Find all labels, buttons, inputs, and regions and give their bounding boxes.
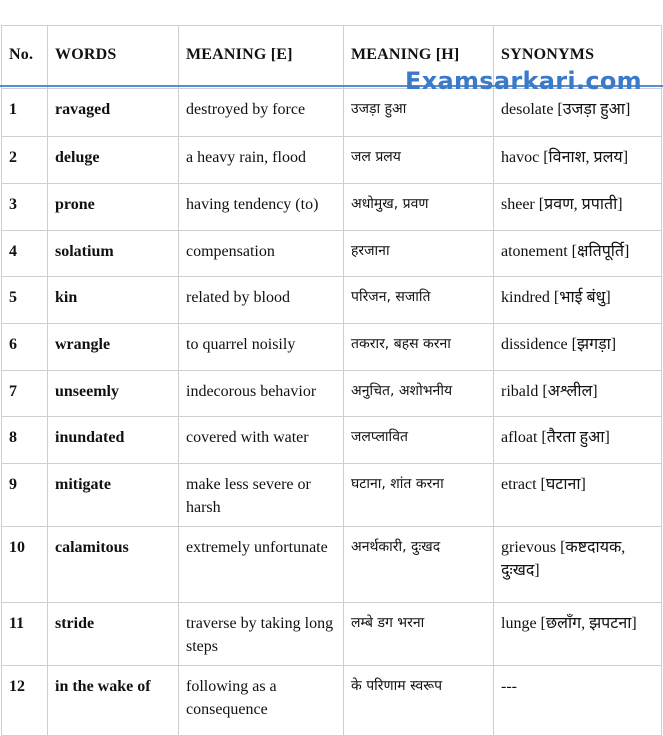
word-cell: inundated bbox=[48, 417, 179, 464]
row-number: 5 bbox=[2, 277, 48, 324]
meaning-hindi-cell: परिजन, सजाति bbox=[344, 277, 494, 324]
synonym-cell: grievous [कष्टदायक, दुःखद] bbox=[494, 527, 662, 603]
vocabulary-table bbox=[1, 25, 662, 736]
word-cell: kin bbox=[48, 277, 179, 324]
meaning-hindi-cell: उजड़ा हुआ bbox=[344, 89, 494, 137]
meaning-hindi-cell: घटाना, शांत करना bbox=[344, 464, 494, 527]
row-number: 3 bbox=[2, 184, 48, 231]
synonym-cell: atonement [क्षतिपूर्ति] bbox=[494, 231, 662, 277]
synonym-cell: havoc [विनाश, प्रलय] bbox=[494, 137, 662, 184]
synonym-cell: etract [घटाना] bbox=[494, 464, 662, 527]
table-row bbox=[2, 184, 662, 231]
table-row bbox=[2, 277, 662, 324]
row-number: 11 bbox=[2, 603, 48, 666]
synonym-cell: kindred [भाई बंधु] bbox=[494, 277, 662, 324]
word-cell: deluge bbox=[48, 137, 179, 184]
table-row bbox=[2, 371, 662, 417]
word-cell: mitigate bbox=[48, 464, 179, 527]
meaning-hindi-cell: अधोमुख, प्रवण bbox=[344, 184, 494, 231]
watermark-text: Examsarkari.com bbox=[405, 67, 642, 95]
meaning-english-cell: indecorous behavior bbox=[179, 371, 344, 417]
meaning-english-cell: following as a consequence bbox=[179, 666, 344, 736]
table-row bbox=[2, 137, 662, 184]
table-row bbox=[2, 417, 662, 464]
row-number: 2 bbox=[2, 137, 48, 184]
header-no: No. bbox=[2, 26, 48, 89]
meaning-english-cell: destroyed by force bbox=[179, 89, 344, 137]
word-cell: ravaged bbox=[48, 89, 179, 137]
row-number: 6 bbox=[2, 324, 48, 371]
word-cell: unseemly bbox=[48, 371, 179, 417]
meaning-hindi-cell: लम्बे डग भरना bbox=[344, 603, 494, 666]
header-meaning-hindi: MEANING [H] bbox=[344, 26, 494, 89]
row-number: 9 bbox=[2, 464, 48, 527]
table-row bbox=[2, 527, 662, 603]
row-number: 4 bbox=[2, 231, 48, 277]
word-cell: calamitous bbox=[48, 527, 179, 603]
synonym-cell: sheer [प्रवण, प्रपाती] bbox=[494, 184, 662, 231]
row-number: 10 bbox=[2, 527, 48, 603]
row-number: 1 bbox=[2, 89, 48, 137]
synonym-cell: ribald [अश्लील] bbox=[494, 371, 662, 417]
meaning-hindi-cell: हरजाना bbox=[344, 231, 494, 277]
word-cell: prone bbox=[48, 184, 179, 231]
meaning-hindi-cell: तकरार, बहस करना bbox=[344, 324, 494, 371]
table-row bbox=[2, 324, 662, 371]
table-row bbox=[2, 666, 662, 736]
meaning-english-cell: having tendency (to) bbox=[179, 184, 344, 231]
meaning-hindi-cell: जलप्लावित bbox=[344, 417, 494, 464]
meaning-english-cell: a heavy rain, flood bbox=[179, 137, 344, 184]
row-number: 7 bbox=[2, 371, 48, 417]
meaning-hindi-cell: जल प्रलय bbox=[344, 137, 494, 184]
table-row bbox=[2, 464, 662, 527]
table-row bbox=[2, 603, 662, 666]
word-cell: solatium bbox=[48, 231, 179, 277]
meaning-hindi-cell: के परिणाम स्वरूप bbox=[344, 666, 494, 736]
synonym-cell: desolate [उजड़ा हुआ] bbox=[494, 89, 662, 137]
meaning-hindi-cell: अनर्थकारी, दुःखद bbox=[344, 527, 494, 603]
meaning-english-cell: covered with water bbox=[179, 417, 344, 464]
meaning-english-cell: traverse by taking long steps bbox=[179, 603, 344, 666]
word-cell: in the wake of bbox=[48, 666, 179, 736]
header-meaning-english: MEANING [E] bbox=[179, 26, 344, 89]
meaning-english-cell: compensation bbox=[179, 231, 344, 277]
row-number: 8 bbox=[2, 417, 48, 464]
header-synonyms: SYNONYMS bbox=[494, 26, 662, 89]
synonym-cell: afloat [तैरता हुआ] bbox=[494, 417, 662, 464]
word-cell: stride bbox=[48, 603, 179, 666]
table-row bbox=[2, 231, 662, 277]
meaning-english-cell: to quarrel noisily bbox=[179, 324, 344, 371]
meaning-english-cell: make less severe or harsh bbox=[179, 464, 344, 527]
synonym-cell: dissidence [झगड़ा] bbox=[494, 324, 662, 371]
synonym-cell: lunge [छलाँग, झपटना] bbox=[494, 603, 662, 666]
row-number: 12 bbox=[2, 666, 48, 736]
word-cell: wrangle bbox=[48, 324, 179, 371]
meaning-english-cell: extremely unfortunate bbox=[179, 527, 344, 603]
meaning-hindi-cell: अनुचित, अशोभनीय bbox=[344, 371, 494, 417]
synonym-cell: --- bbox=[494, 666, 662, 736]
meaning-english-cell: related by blood bbox=[179, 277, 344, 324]
table-row bbox=[2, 89, 662, 137]
header-words: WORDS bbox=[48, 26, 179, 89]
